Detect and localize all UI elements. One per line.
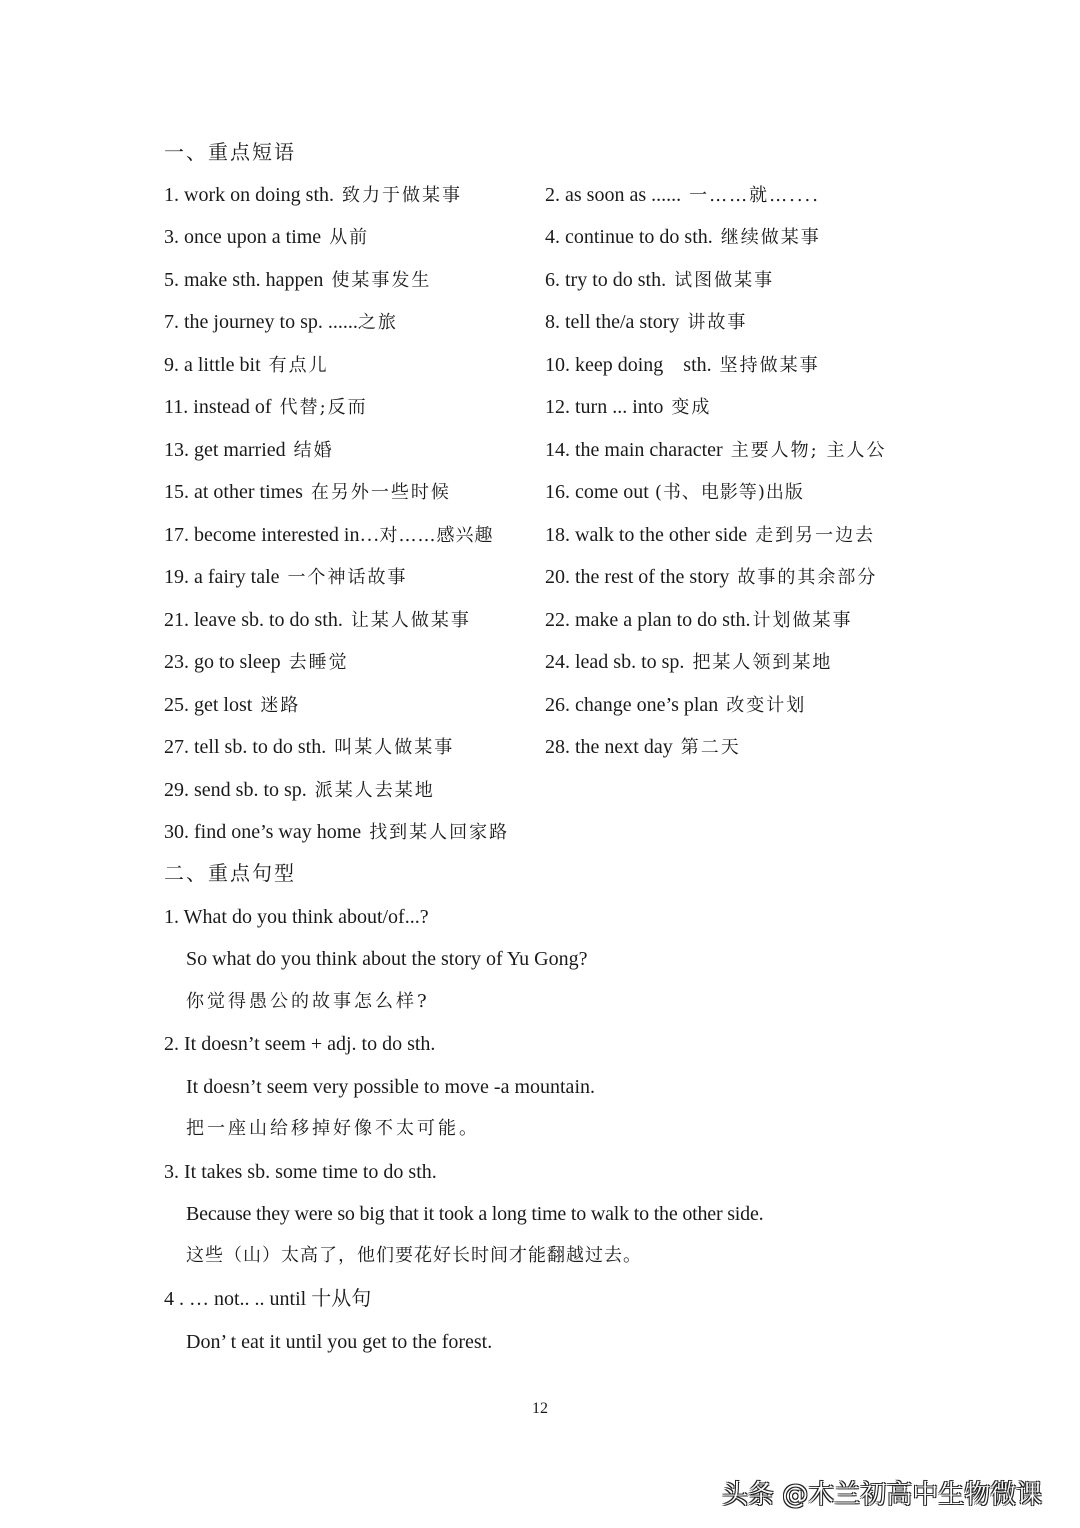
phrase-chinese: 继续做某事 xyxy=(720,227,821,248)
pattern-translation: 这些（山）太高了，他们要花好长时间才能翻越过去。 xyxy=(186,1245,642,1266)
pattern-title: 3. It takes sb. some time to do sth. xyxy=(164,1161,437,1183)
pattern-title: 2. It doesn’t seem + adj. to do sth. xyxy=(164,1033,436,1055)
phrase-chinese: 代替;反而 xyxy=(279,397,368,418)
pattern-title: 1. What do you think about/of...? xyxy=(164,906,429,928)
phrase-item xyxy=(164,310,398,335)
phrase-english: 20. the rest of the story xyxy=(545,566,730,588)
phrase-chinese: 找到某人回家路 xyxy=(369,822,510,843)
phrase-item xyxy=(164,523,494,548)
phrase-item xyxy=(164,183,462,208)
phrase-english: 21. leave sb. to do sth. xyxy=(164,609,343,631)
phrase-english: 22. make a plan to do sth. xyxy=(545,609,751,631)
phrase-item xyxy=(545,268,774,293)
phrase-item xyxy=(164,650,349,675)
phrase-english: 30. find one’s way home xyxy=(164,821,362,843)
phrase-item xyxy=(164,268,431,293)
phrase-item xyxy=(164,778,435,803)
phrase-english: 28. the next day xyxy=(545,736,673,758)
phrase-english: 27. tell sb. to do sth. xyxy=(164,736,327,758)
phrase-english: 1. work on doing sth. xyxy=(164,184,334,206)
phrase-item xyxy=(545,693,806,718)
phrase-item xyxy=(545,353,820,378)
phrase-english: 29. send sb. to sp. xyxy=(164,779,307,801)
phrase-item xyxy=(164,735,454,760)
phrase-chinese: 试图做某事 xyxy=(674,270,775,291)
page-number: 12 xyxy=(532,1400,548,1417)
phrase-chinese: 走到另一边去 xyxy=(755,525,876,546)
phrase-chinese: 变成 xyxy=(671,397,712,418)
phrase-chinese: 使某事发生 xyxy=(331,270,432,291)
phrase-item xyxy=(164,225,369,250)
phrase-english: 7. the journey to sp. ...... xyxy=(164,311,358,333)
phrase-chinese: 迷路 xyxy=(260,695,301,716)
phrase-english: 2. as soon as ...... xyxy=(545,184,682,206)
phrase-item xyxy=(164,480,451,505)
phrase-english: 6. try to do sth. xyxy=(545,269,667,291)
section-heading-key-sentences: 二、重点句型 xyxy=(164,861,296,885)
phrase-english: 16. come out xyxy=(545,481,649,503)
phrase-item xyxy=(545,735,741,760)
phrase-item xyxy=(545,225,821,250)
phrase-chinese: 之旅 xyxy=(357,312,398,333)
phrase-item xyxy=(545,480,804,505)
phrase-chinese: 改变计划 xyxy=(726,695,807,716)
phrase-chinese: 对……感兴趣 xyxy=(379,525,494,546)
phrase-english: 23. go to sleep xyxy=(164,651,281,673)
pattern-title: 4 . … not.. .. until 十从句 xyxy=(164,1288,372,1310)
phrase-english: 10. keep doing sth. xyxy=(545,354,712,376)
phrase-english: 18. walk to the other side xyxy=(545,524,748,546)
phrase-english: 3. once upon a time xyxy=(164,226,322,248)
phrase-english: 24. lead sb. to sp. xyxy=(545,651,685,673)
phrase-item xyxy=(545,395,711,420)
phrase-chinese: 讲故事 xyxy=(687,312,748,333)
phrase-chinese: 从前 xyxy=(329,227,370,248)
phrase-chinese: 有点儿 xyxy=(268,355,329,376)
phrase-item xyxy=(545,650,832,675)
phrase-item xyxy=(164,820,509,845)
phrase-item xyxy=(164,693,300,718)
phrase-chinese: 去睡觉 xyxy=(288,652,349,673)
phrase-chinese: 一个神话故事 xyxy=(287,567,408,588)
pattern-example: Because they were so big that it took a long time to walk to the other side. xyxy=(186,1203,764,1225)
watermark: 头条 @木兰初高中生物微课 xyxy=(722,1480,1043,1510)
phrase-english: 26. change one’s plan xyxy=(545,694,719,716)
section-heading-key-phrases: 一、重点短语 xyxy=(164,140,296,164)
phrase-chinese: 第二天 xyxy=(680,737,741,758)
phrase-english: 13. get married xyxy=(164,439,286,461)
phrase-english: 19. a fairy tale xyxy=(164,566,280,588)
phrase-chinese: 计划做某事 xyxy=(752,610,853,631)
phrase-item xyxy=(545,523,875,548)
phrase-english: 9. a little bit xyxy=(164,354,261,376)
phrase-chinese: (书、电影等)出版 xyxy=(654,482,804,503)
phrase-item xyxy=(164,608,471,633)
phrase-item xyxy=(545,565,877,590)
phrase-item xyxy=(164,353,329,378)
phrase-english: 17. become interested in… xyxy=(164,524,380,546)
phrase-english: 15. at other times xyxy=(164,481,303,503)
phrase-item xyxy=(545,608,853,633)
phrase-chinese: 派某人去某地 xyxy=(314,780,435,801)
phrase-chinese: 故事的其余部分 xyxy=(737,567,878,588)
pattern-translation: 把一座山给移掉好像不太可能。 xyxy=(186,1118,480,1139)
phrase-item xyxy=(164,565,408,590)
pattern-example: So what do you think about the story of Yu Gong? xyxy=(186,948,588,970)
phrase-chinese: 让某人做某事 xyxy=(350,610,471,631)
pattern-translation: 你觉得愚公的故事怎么样? xyxy=(186,991,430,1012)
phrase-item xyxy=(545,310,747,335)
phrase-item xyxy=(545,438,886,463)
phrase-chinese: 致力于做某事 xyxy=(342,185,462,206)
pattern-example: Don’ t eat it until you get to the forest. xyxy=(186,1331,493,1353)
phrase-chinese: 在另外一些时候 xyxy=(310,482,451,503)
phrase-english: 25. get lost xyxy=(164,694,253,716)
phrase-chinese: 坚持做某事 xyxy=(719,355,820,376)
phrase-english: 11. instead of xyxy=(164,396,272,418)
phrase-english: 14. the main character xyxy=(545,439,723,461)
phrase-chinese: 把某人领到某地 xyxy=(692,652,833,673)
phrase-chinese: 叫某人做某事 xyxy=(334,737,455,758)
pattern-example: It doesn’t seem very possible to move -a mountain. xyxy=(186,1076,595,1098)
phrase-english: 4. continue to do sth. xyxy=(545,226,713,248)
phrase-chinese: 结婚 xyxy=(293,440,334,461)
phrase-english: 12. turn ... into xyxy=(545,396,664,418)
phrase-item xyxy=(545,183,820,208)
phrase-english: 5. make sth. happen xyxy=(164,269,324,291)
phrase-english: 8. tell the/a story xyxy=(545,311,680,333)
phrase-chinese: 主要人物; 主人公 xyxy=(730,440,887,461)
phrase-item xyxy=(164,438,334,463)
phrase-item xyxy=(164,395,368,420)
phrase-chinese: 一……就….... xyxy=(689,185,820,206)
